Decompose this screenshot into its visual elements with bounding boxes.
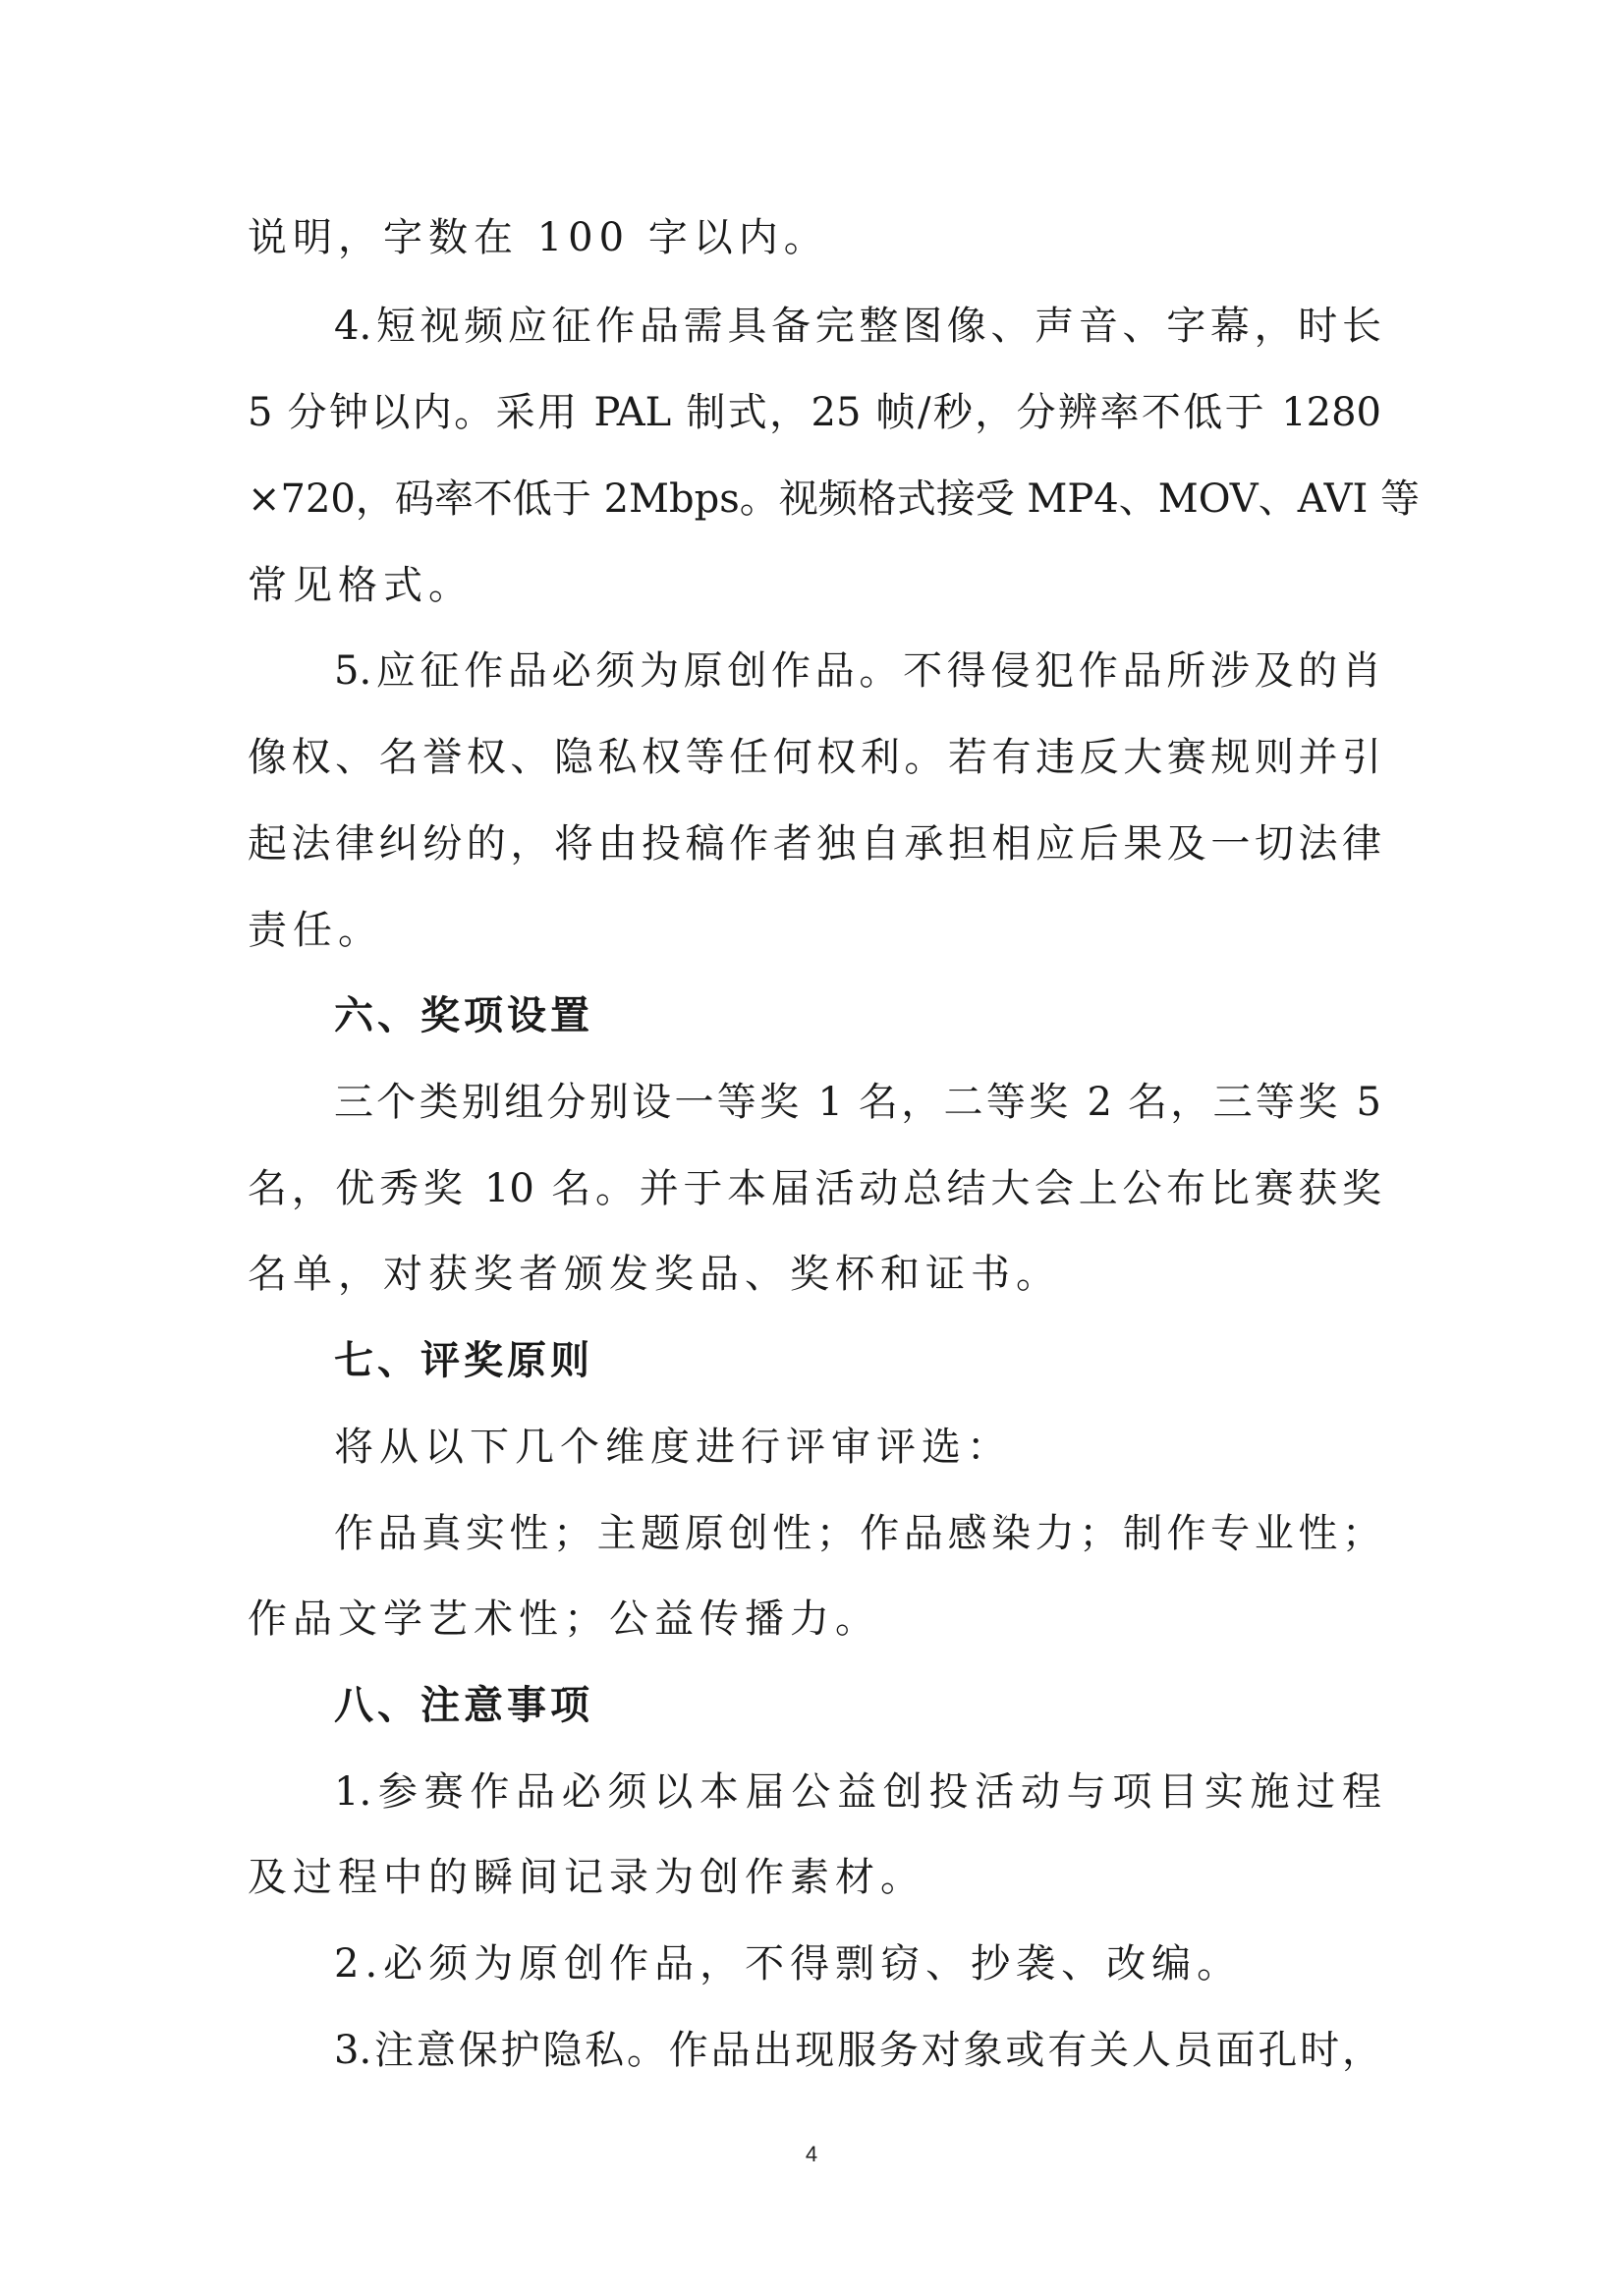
paragraph-line: 5.应征作品必须为原创作品。不得侵犯作品所涉及的肖	[334, 648, 1381, 694]
paragraph-line: 5 分钟以内。采用 PAL 制式，25 帧/秒，分辨率不低于 1280	[248, 390, 1381, 435]
paragraph-line: 责任。	[248, 908, 383, 953]
paragraph-line: 说明，字数在 100 字以内。	[248, 215, 829, 260]
paragraph-line: 2.必须为原创作品，不得剽窃、抄袭、改编。	[334, 1941, 1243, 1987]
paragraph-line: ×720，码率不低于 2Mbps。视频格式接受 MP4、MOV、AVI 等	[248, 476, 1420, 522]
paragraph-line: 名，优秀奖 10 名。并于本届活动总结大会上公布比赛获奖	[248, 1166, 1381, 1211]
paragraph-line: 起法律纠纷的，将由投稿作者独自承担相应后果及一切法律	[248, 821, 1381, 867]
paragraph-line: 常见格式。	[248, 563, 474, 608]
paragraph-line: 作品文学艺术性；公益传播力。	[248, 1596, 880, 1642]
paragraph-line: 将从以下几个维度进行评审评选：	[334, 1425, 1012, 1470]
paragraph-line: 像权、名誉权、隐私权等任何权利。若有违反大赛规则并引	[248, 735, 1381, 780]
paragraph-line: 三个类别组分别设一等奖 1 名，二等奖 2 名，三等奖 5	[334, 1080, 1381, 1125]
paragraph-line: 及过程中的瞬间记录为创作素材。	[248, 1855, 925, 1900]
section-heading-judging: 七、评奖原则	[334, 1338, 593, 1383]
paragraph-line: 名单，对获奖者颁发奖品、奖杯和证书。	[248, 1252, 1061, 1297]
paragraph-line: 3.注意保护隐私。作品出现服务对象或有关人员面孔时，	[334, 2028, 1381, 2073]
paragraph-line: 1.参赛作品必须以本届公益创投活动与项目实施过程	[334, 1769, 1381, 1815]
section-heading-notes: 八、注意事项	[334, 1683, 593, 1728]
section-heading-awards: 六、奖项设置	[334, 993, 593, 1038]
paragraph-line: 作品真实性；主题原创性；作品感染力；制作专业性；	[334, 1511, 1381, 1556]
page-number: 4	[805, 2142, 818, 2166]
paragraph-line: 4.短视频应征作品需具备完整图像、声音、字幕，时长	[334, 304, 1381, 349]
